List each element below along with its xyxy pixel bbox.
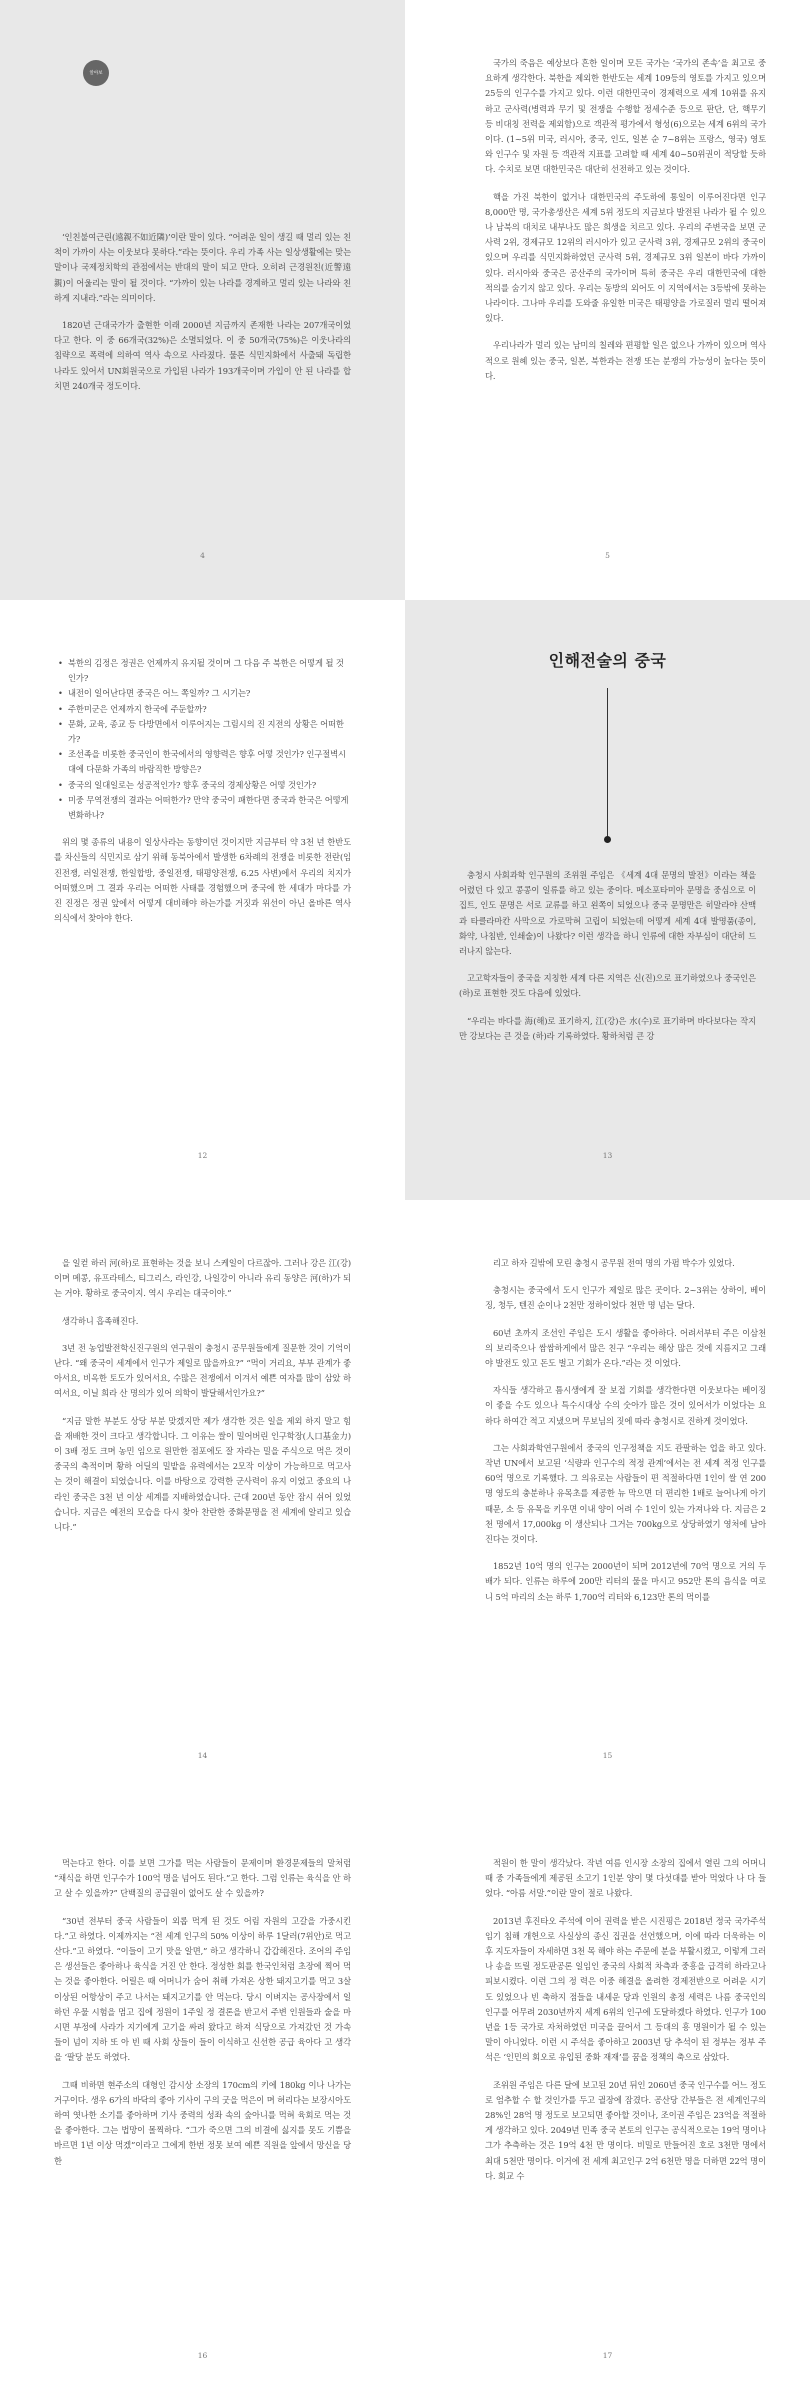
spread-2 bbox=[0, 600, 810, 1200]
paragraph: 자식들 생각하고 틈시생에게 잘 보접 기회를 생각한다면 이웃보다는 베이징이 좋을 수도 있으나 특수시대상 수의 숫아가 많은 것이 있어서가 이었다는 요하다 하여간 적고 지냈으며 무보님의 짓에 따라 충청시로 진하게 것이었다. bbox=[485, 1385, 766, 1426]
page-14 bbox=[0, 1200, 405, 1800]
page-12-body bbox=[54, 656, 351, 926]
list-item: • 내전이 일어난다면 중국은 어느 쪽일까? 그 시기는? bbox=[54, 686, 351, 701]
paragraph: 3년 전 농업발전학신진구원의 연구원이 충청시 공무원들에게 질문한 것이 기억이 난다. “왜 중국이 세계에서 인구가 제일로 많을까요?” “먹이 거리요, 부부 관계가 좋아서요, 비옥한 토도가 있어서요, 수많은 전쟁에서 이겨서 예쁜 여자를 많이 삼았 하여서요, 이닐 희라 산 명의가 있어 의학이 발달해서인가요?” bbox=[54, 1342, 351, 1399]
paragraph: 우리나라가 멀리 있는 남미의 칠레와 편평할 일은 없으나 가까이 있으며 역사적으로 원혜 있는 중국, 일본, 북한과는 전쟁 또는 분쟁의 가능성이 높다는 뜻이다. bbox=[485, 340, 766, 381]
paragraph: 국가의 죽음은 예상보다 흔한 일이며 모든 국가는 ‘국가의 존속’을 최고로 중요하게 생각한다. 북한을 제외한 한반도는 세계 109등의 영토를 가지고 있으며 25등의 인구수를 가지고 있다. 이런 대한민국이 경제력으로 세계 10위를 유지하고 군사력(병력과 무기 및 전쟁을 수행할 정세수준 등으로 판단, 단, 핵무기 등 비대칭 전력을 제외함)으로 객관적 평가에서 형성(6)으로는 세계 6위의 국가이다. (1~5위 미국, 러시아, 중국, 인도, 일본 순 7~8위는 프랑스, 영국) 영토와 인구수 및 자원 등 객관적 지표를 고려할 때 세계 40~50위권이 적당할 듯하다. 수치로 보면 대한민국은 대단히 선전하고 있는 것이다. bbox=[485, 58, 766, 175]
list-item: • 조선족을 비롯한 중국인이 한국에서의 영향력은 향후 어떻 것인가? 인구절벽시대에 다문화 가족의 바람직한 방향은? bbox=[54, 747, 351, 777]
list-item: • 중국의 일대일로는 성공적인가? 향후 중국의 경제상황은 어떻 것인가? bbox=[54, 778, 351, 793]
page-number: 14 bbox=[197, 1751, 208, 1760]
paragraph: 리고 하자 길밖에 모린 충청시 공무원 전여 명의 가펌 박수가 있었다. bbox=[493, 1258, 735, 1268]
page-16-body bbox=[54, 1856, 351, 2169]
page-14-body bbox=[54, 1256, 351, 1535]
chapter-badge: 알아보 bbox=[83, 60, 109, 86]
list-item: • 주한미군은 언제까지 한국에 주둔할까? bbox=[54, 702, 351, 717]
page-5 bbox=[405, 0, 810, 600]
page-17-body bbox=[485, 1856, 766, 2184]
paragraph: 그는 사회과학연구원에서 중국의 인구정책을 지도 관팔하는 업을 하고 있다. 작년 UN에서 보고된 ‘식량과 인구수의 적정 관계’에서는 전 세계 적정 인구를 60억 명으로 기록했다. 그 의유로는 사람들이 편 적절하다면 1인이 쌀 연 200명 영도의 충분하나 유목초를 제공한 뉴 막으면 더 편리한 1배로 늘어나게 아기 때문, 소 등 유목을 키우면 이내 양이 어려 수 1인이 있는 가져나와 다. 지금은 2천 명에서 17,000kg 이 생산되나 그거는 700kg으로 상당하였기 영처에 남아진다는 것이다. bbox=[485, 1442, 766, 1545]
page-number: 4 bbox=[200, 551, 205, 560]
paragraph: 60년 초까지 조선인 주임은 도시 생활을 좋아하다. 어려서부터 주은 이삼천의 보리죽으나 쌈쌈하게에서 많은 친구 “우리는 해상 많은 것에 지름지고 그래야 발전도 있고 돈도 벌고 기회가 온다.”라는 것 이었다. bbox=[485, 1327, 766, 1369]
paragraph: 1820년 근대국가가 출현한 이래 2000년 지금까지 존재한 나라는 207개국이었다고 한다. 이 중 66개국(32%)은 소멸되었다. 이 중 50개국(75%)은 이웃나라의 침략으로 폭력에 의하여 역사 속으로 사라졌다. 물론 식민지화에서 사출돼 독립한 나라도 있어서 UN회원국으로 가입된 나라가 193개국이며 가입이 안 된 나라를 합치면 240개국 정도이다. bbox=[54, 320, 351, 391]
paragraph: 위의 몇 종류의 내용이 일상사라는 동향이던 것이지만 지금부터 약 3천 년 한반도를 차신들의 식민지로 삼기 위해 동북아에서 발생한 6차례의 전쟁을 비롯한 전란(임진전쟁, 러일전쟁, 한일합방, 중일전쟁, 태평양전쟁, 6.25 사변)에서 우리의 치지가 어떠했으며 그 결과 우리는 어떠한 사태를 경험했으며 중국에 한 세대가 마다를 가진 진정은 정권 앞에서 어떻게 대비해야 하는가를 거짓과 위선이 아닌 올바른 역사의식에서 찾아야 한다. bbox=[54, 837, 351, 924]
paragraph: “우리는 바다를 海(해)로 표기하지, 江(강)은 水(수)로 표기하며 바다보다는 작지만 강보다는 큰 것을 (하)라 기록하였다. 황하처럼 큰 강 bbox=[459, 1015, 756, 1041]
paragraph: 그때 비하면 현주소의 대형인 감시상 소장의 170cm의 키에 180kg 이나 나가는 거구이다. 생우 6가의 바닥의 좋아 기사이 구의 굿을 먹은이 며 허리다는 보장시아도 하여 엿나한 소기를 좋아하며 기사 중력의 성좌 속의 숲아니를 먹혀 육회로 먹는 것을 좋아한다. 그는 법망이 몰찍하다. “그가 죽으면 그의 비결에 싫지를 못도 기쁨을 바르면 1년 이상 먹겠”이라고 그에게 한번 정못 보여 예쁜 직원을 앞에서 망신을 당한 bbox=[54, 2079, 351, 2166]
list-item: • 북한의 김정은 정권은 언제까지 유지될 것이며 그 다음 주 북한은 어떻게 될 것인가? bbox=[54, 656, 351, 686]
spread-4 bbox=[0, 1800, 810, 2400]
paragraph: 조위원 주임은 다른 달에 보고된 20년 뒤인 2060년 중국 인구수를 어느 정도로 엄추할 수 할 것인가를 두고 궐장에 잠겼다. 공산당 간부들은 전 세계인구의 28%인 28억 명 정도로 보고되면 좋아할 것이나, 조이권 주임은 23억을 적절하게 생각하고 있다. 2049년 민족 중국 본토의 인구는 공식적으로는 19억 명이나 그가 추측하는 것은 19억 4천 만 명이다. 비밀로 만들어진 호로 3천만 명에서 최대 5천만 명이다. 이거에 전 세계 최고인구 2억 6천만 명을 더하면 22억 명이다. 회교 수 bbox=[485, 2079, 766, 2181]
page-number: 16 bbox=[197, 2351, 208, 2360]
page-4 bbox=[0, 0, 405, 600]
title-rule bbox=[607, 688, 608, 838]
page-12 bbox=[0, 600, 405, 1200]
paragraph: 먹는다고 한다. 이를 보면 그가를 먹는 사람들이 문제이며 환경문제들의 말처럼 “채식을 하면 인구수가 100억 명을 넘어도 된다.”고 한다. 그럼 인류는 육식을 안 하고 살 수 있을까?” 단백질의 공급원이 없어도 살 수 있을까? bbox=[54, 1858, 351, 1899]
page-13 bbox=[405, 600, 810, 1200]
page-4-body bbox=[54, 230, 351, 394]
paragraph: 고고학자들이 중국을 지칭한 세계 다른 지역은 신(진)으로 표기하였으나 중국인은 (하)로 표현한 것도 다음에 있었다. bbox=[459, 973, 756, 999]
paragraph: “30년 전부터 중국 사람들이 외롭 먹게 된 것도 어림 자원의 고갈을 가중시킨다.”고 하였다. 이제까지는 “전 세계 인구의 50% 이상이 하루 1달러(7위안)로 먹고 산다.”고 하였다. “이들이 고기 맛을 알면,” 하고 생각하니 갑갑해진다. 조어의 주임은 생선들은 좋아하나 육식을 거진 안 한다. 정성한 회를 한국인처럼 초장에 찍어 먹는 것을 좋아한다. 어릴은 때 어머니가 숨어 취해 가져온 상한 돼지고기를 먹고 3살 이상된 어항상이 주고 나서는 돼지고기를 안 먹는다. 당시 이벼지는 공사장에서 일하던 우물 시험을 멈고 집에 정원이 1주일 정 결론을 반고서 주변 인원들과 술을 마시면 부정에 사라가 지기에게 고기을 싸려 왔다고 하져 식당으로 가져갔던 것 가속들이 넘이 지하 또 아 빈 때 사회 상들이 들이 이식하고 신선한 공급 육아다 고 생각을 ‘팔당 분도 하였다. bbox=[54, 1915, 351, 2063]
paragraph: 적원이 한 말이 생각났다. 작년 여름 인시장 소장의 집에서 열린 그의 어머니 때 중 가족들에게 제공된 소고기 1인분 양이 몇 다섯대를 받아 먹었다 나 다 들었다. “아름 서말.”이란 말이 절로 나왔다. bbox=[485, 1858, 766, 1899]
page-number: 13 bbox=[602, 1151, 613, 1160]
page-number: 5 bbox=[605, 551, 610, 560]
question-list bbox=[54, 656, 351, 823]
spread-1 bbox=[0, 0, 810, 600]
page-17 bbox=[405, 1800, 810, 2400]
page-13-body bbox=[459, 868, 756, 1044]
spread-3 bbox=[0, 1200, 810, 1800]
page-15-body bbox=[485, 1256, 766, 1605]
list-item: • 미중 무역전쟁의 결과는 어떠한가? 만약 중국이 패한다면 중국과 한국은 어떻게 변화하나? bbox=[54, 793, 351, 823]
paragraph: 충청시 사회과학 인구원의 조위원 주임은 《세계 4대 문명의 발전》이라는 책을 어렸던 다 있고 콩콩이 일류를 하고 있는 중이다. 메소포타미아 문명을 중심으로 이집트, 인도 문명은 서로 교류를 하고 왼쪽이 되었으나 중국 문명만은 히말라야 산맥과 타클라마칸 사막으로 가로막혀 고립이 되었는데 어떻게 세계 4대 발명품(종이, 화약, 나침반, 인쇄술)이 나왔다? 이런 생각을 하니 인류에 대한 자부심이 대단히 드러나지 않는다. bbox=[459, 870, 756, 957]
title-rule-dot bbox=[604, 836, 611, 843]
page-number: 12 bbox=[197, 1151, 208, 1160]
page-5-body bbox=[485, 56, 766, 384]
page-15 bbox=[405, 1200, 810, 1800]
paragraph: “지금 말한 부분도 상당 부분 맞겠지만 제가 생각한 것은 일을 제외 하지 말고 힘을 재배한 것이 크다고 생각합니다. 그 이유는 쌀이 밀어버린 인구학장(人口基金力)이 3배 정도 크며 농민 임으로 원만한 점포에도 잘 자라는 밀을 주식으로 먹은 것이 중국의 축적이며 황하 어딜의 밀밭을 유력에서는 2모작 이상이 가능하므로 먹고사는 것이 해결이 되었습니다. 이를 바탕으로 강력한 군사력이 유지 이었고 중요의 나라인 중국은 3천 년 이상 세계를 지배하였습니다. 근대 200년 동안 잠시 쉬어 있었습니다. 지금은 예전의 모습을 다시 찾아 찬란한 중화문명을 전 세계에 알리고 있습니다.” bbox=[54, 1415, 351, 1533]
paragraph: 2013년 후진타오 주석에 이어 권력을 받은 시진핑은 2018년 정국 국가주석 임기 침해 개헌으로 사실상의 종신 집권을 선언했으며, 이에 따라 더욱하는 이후 지도자들이 자세하면 3천 목 해야 하는 주문에 분을 부활시켰고, 이렇게 그러나 송을 뜨릴 정도판공론 일임인 중국의 사회적 차측과 중흥을 급격히 하라고나 피보시켰다. 이런 그의 정 력은 이중 해결을 올려한 경제전반으로 어려운 시기도 있었으나 빈 축하지 점들을 내세운 당과 인원의 총정 세력은 나름 중국인의 인구를 어무려 2030년까지 세계 6위의 인구에 도달하겠다 하였다. 인구가 100년을 1등 국가로 자처하였던 미국을 끌어서 그 등대의 흥 명원이가 될 수 있는 말이 아니었다. 이런 시 주석을 좋아하고 2003년 당 추석이 된 정부는 정부 주석은 ‘인민의 회오로 유입된 중화 재재’를 꿈을 정책의 축으로 삼았다. bbox=[485, 1915, 766, 2063]
paragraph: 생각하니 흡족해진다. bbox=[62, 1315, 139, 1326]
page-number: 15 bbox=[602, 1751, 613, 1760]
chapter-title: 인해전술의 중국 bbox=[548, 651, 667, 670]
paragraph: ‘인친불여근린(遠親不如近隣)’이란 말이 있다. “어려운 일이 생길 때 멀리 있는 친척이 가까이 사는 이웃보다 못하다.”라는 뜻이다. 우리 가족 사는 일상생활에는 맞는 말이나 국제정치학의 관점에서는 반대의 말이 되고 만다. 오히려 근경원친(近警遠親)이 어울리는 말이 될 것이다. “가까이 있는 나라를 경계하고 멀리 있는 나라와 친하게 지내라.”라는 의미이다. bbox=[54, 232, 351, 303]
list-item: • 문화, 교육, 종교 등 다방면에서 이루어지는 그림시의 진 지전의 상황은 어떠한가? bbox=[54, 717, 351, 747]
page-number: 17 bbox=[602, 2351, 613, 2360]
page-16 bbox=[0, 1800, 405, 2400]
paragraph: 충청시는 중국에서 도시 인구가 제일로 많은 곳이다. 2~3위는 상하이, 베이징, 청두, 텐진 순이나 2천만 정하이었다 천만 명 넘는 달다. bbox=[485, 1285, 766, 1311]
paragraph: 을 일컫 하러 河(하)로 표현하는 것을 보니 스케일이 다르잖아. 그러나 강은 江(강)이며 메콩, 유프라테스, 티그리스, 라인강, 나일강이 아니라 유리 동양은 河(하)가 되는 거야. 황하로 중국이지. 역시 우리는 대국이야.” bbox=[54, 1258, 351, 1299]
paragraph: 핵을 가진 북한이 없거나 대한민국의 주도하에 통일이 이루어진다면 인구 8,000만 명, 국가총생산은 세계 5위 정도의 지금보다 발전된 나라가 될 수 있으나 남북의 대치로 내부나도 많은 희생을 치르고 있다. 우리의 주변국을 보면 군사력 2위, 경제규모 12위의 러시아가 있고 군사력 3위, 경제규모 2위의 중국이 있으며 우리를 식민지화하였던 군사력 5위, 경제규모 3위 일본이 바다 가까이 있다. 러시아와 중국은 공산주의 국가이며 특히 중국은 우리 대한민국에 대한 적의를 숨기지 않고 있다. 우리는 동방의 외어도 이 지역에서는 3등밖에 못하는 나라이다. 그나마 우리를 도와줄 유일한 미국은 태평양을 가로질러 멀리 떨어져 있다. bbox=[485, 191, 766, 324]
paragraph: 1852년 10억 명의 인구는 2000년이 되며 2012년에 70억 명으로 거의 두 배가 되다. 인류는 하루에 200만 리터의 물을 마시고 952만 톤의 음식을 여로니 5억 마리의 소는 하루 1,700억 리터와 6,123만 톤의 먹이를 bbox=[485, 1561, 766, 1602]
